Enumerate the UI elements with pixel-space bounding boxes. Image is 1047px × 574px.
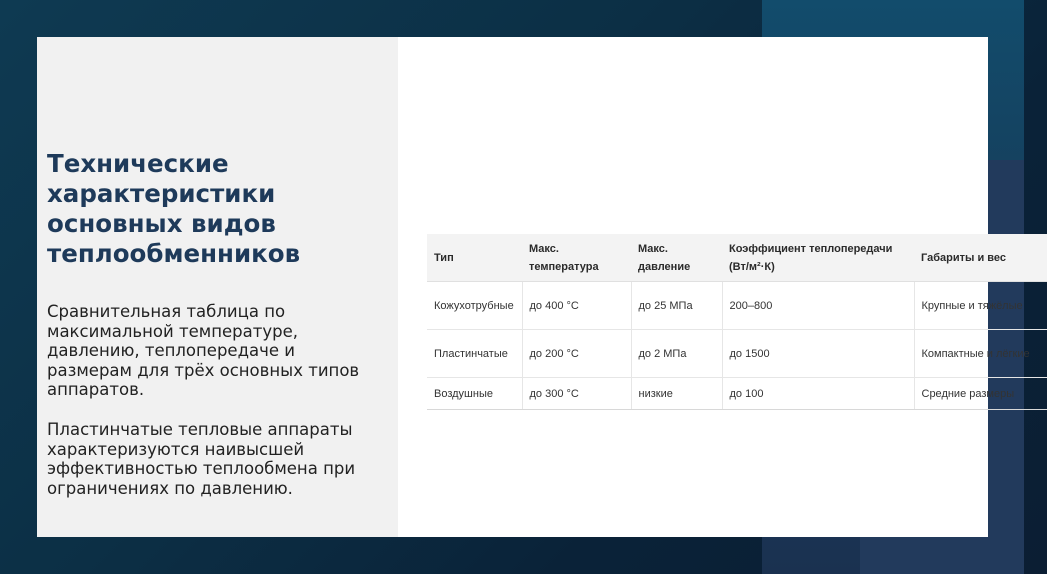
cell-temperature: до 400 °C <box>522 282 631 330</box>
cell-type: Пластинчатые <box>427 330 522 378</box>
cell-pressure: низкие <box>631 378 722 410</box>
cell-size: Крупные и тяжёлые <box>914 282 1047 330</box>
conclusion-paragraph: Пластинчатые тепловые аппараты характеризуются наивысшей эффективностью теплообмена при ограничениях по давлению. <box>47 420 356 498</box>
cell-pressure: до 2 МПа <box>631 330 722 378</box>
slide <box>37 37 1030 537</box>
cell-type: Воздушные <box>427 378 522 410</box>
header-max-temperature: Макс. температура <box>522 234 631 282</box>
header-type: Тип <box>427 234 522 282</box>
text-panel <box>37 37 398 537</box>
cell-temperature: до 200 °C <box>522 330 631 378</box>
slide-title: Технические характеристики основных видов теплообменников <box>47 149 301 268</box>
header-max-pressure: Макс. давление <box>631 234 722 282</box>
cell-size: Средние размеры <box>914 378 1047 410</box>
cell-pressure: до 25 МПа <box>631 282 722 330</box>
cell-size: Компактные и лёгкие <box>914 330 1047 378</box>
header-heat-transfer-coefficient: Коэффициент теплопередачи (Вт/м²·К) <box>722 234 914 282</box>
table-row <box>427 378 1047 410</box>
cell-coefficient: 200–800 <box>722 282 914 330</box>
description-paragraph: Сравнительная таблица по максимальной температуре, давлению, теплопередаче и размерам для трёх основных типов аппаратов. <box>47 302 360 399</box>
comparison-table-container <box>427 234 1030 410</box>
comparison-table <box>427 234 1047 410</box>
cell-temperature: до 300 °C <box>522 378 631 410</box>
table-header-row <box>427 234 1047 282</box>
cell-coefficient: до 1500 <box>722 330 914 378</box>
cell-type: Кожухотрубные <box>427 282 522 330</box>
header-size-weight: Габариты и вес <box>914 234 1047 282</box>
cell-coefficient: до 100 <box>722 378 914 410</box>
table-row <box>427 330 1047 378</box>
table-row <box>427 282 1047 330</box>
